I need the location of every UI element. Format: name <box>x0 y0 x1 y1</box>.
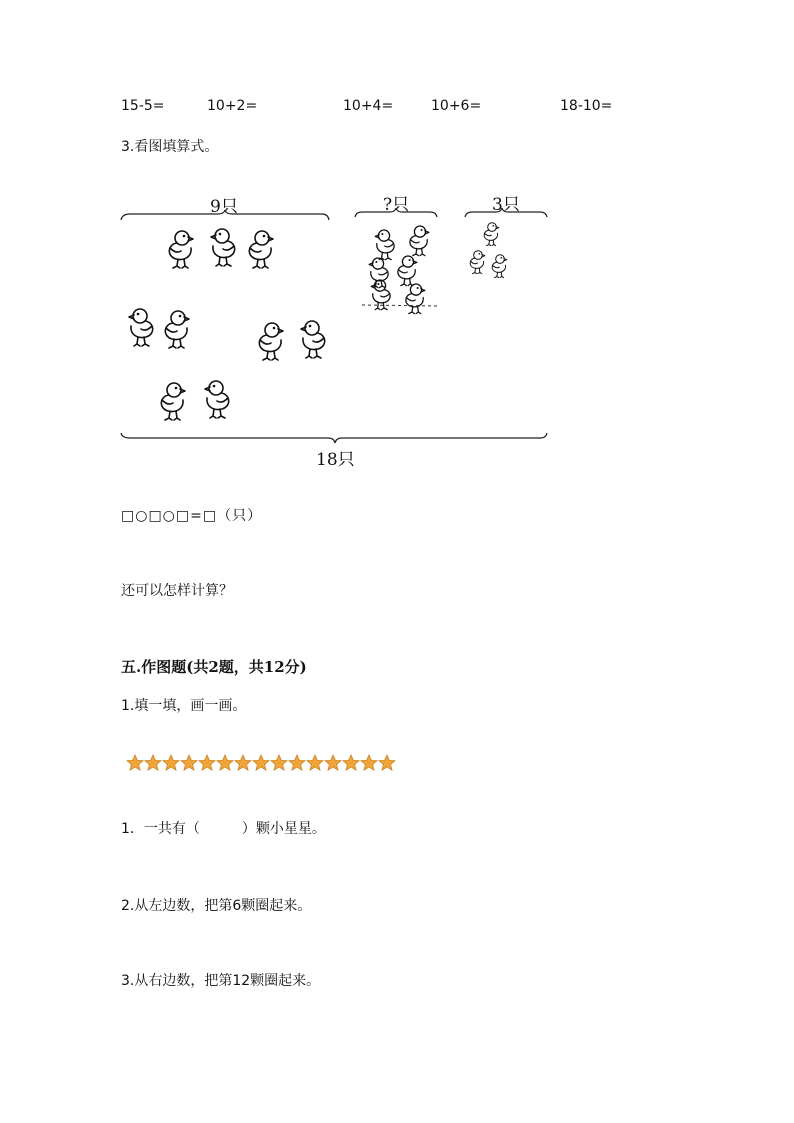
star-icon <box>288 754 306 772</box>
star-icon <box>252 754 270 772</box>
alt-calc-question: 还可以怎样计算？ <box>121 583 233 599</box>
star-icon <box>270 754 288 772</box>
equation-template: □○□○□=□（只） <box>121 508 263 524</box>
star-icon <box>360 754 378 772</box>
star-icon <box>180 754 198 772</box>
label-nine: 9只 <box>210 197 238 217</box>
arith-item-4: 10+6= <box>431 98 482 114</box>
star-icon <box>198 754 216 772</box>
section-5-title: 五.作图题(共2题，共12分) <box>121 658 307 676</box>
sub-question-3: 3.从右边数，把第12颗圈起来。 <box>121 973 321 989</box>
star-row <box>126 754 396 772</box>
star-icon <box>234 754 252 772</box>
star-icon <box>162 754 180 772</box>
star-icon <box>342 754 360 772</box>
label-eighteen: 18只 <box>316 450 355 470</box>
arith-item-1: 15-5= <box>121 98 165 114</box>
sub-question-2: 2.从左边数，把第6颗圈起来。 <box>121 898 312 914</box>
question-3-title: 3.看图填算式。 <box>121 139 219 155</box>
star-icon <box>324 754 342 772</box>
star-icon <box>126 754 144 772</box>
label-three: 3只 <box>492 195 520 215</box>
star-icon <box>216 754 234 772</box>
arith-item-5: 18-10= <box>560 98 613 114</box>
sub-question-1: 1．一共有（ ）颗小星星。 <box>121 821 326 837</box>
star-icon <box>306 754 324 772</box>
label-unknown: ?只 <box>383 195 410 215</box>
arith-item-2: 10+2= <box>207 98 258 114</box>
section-5-q1: 1.填一填，画一画。 <box>121 698 247 714</box>
star-icon <box>378 754 396 772</box>
star-icon <box>144 754 162 772</box>
arith-item-3: 10+4= <box>343 98 394 114</box>
